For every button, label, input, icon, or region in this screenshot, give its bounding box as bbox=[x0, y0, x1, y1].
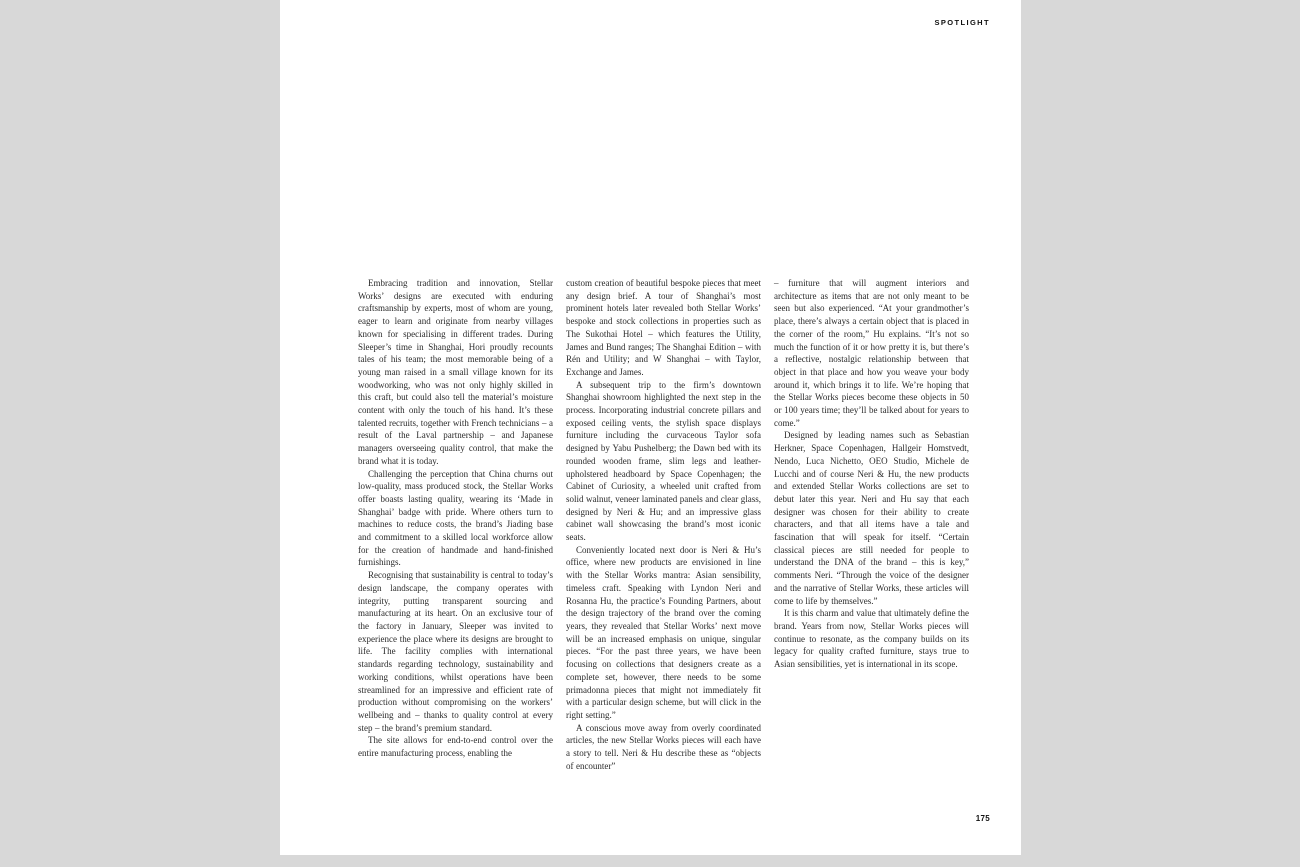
paragraph: It is this charm and value that ultimately define the brand. Years from now, Stellar Works pieces will continue to resonate, as the company builds on its legacy for quality crafted furniture, stays true to Asian sensibilities, yet is international in its scope. bbox=[774, 608, 969, 670]
text-column-1 bbox=[358, 277, 553, 772]
magazine-page bbox=[280, 0, 1021, 855]
text-column-3 bbox=[774, 277, 969, 772]
paragraph: A conscious move away from overly coordinated articles, the new Stellar Works pieces will each have a story to tell. Neri & Hu describe these as “objects of encounter” bbox=[566, 722, 761, 771]
paragraph: Embracing tradition and innovation, Stellar Works’ designs are executed with enduring craftsmanship by experts, most of whom are young, eager to learn and originate from nearby villages known for specialising in different trades. During Sleeper’s time in Shanghai, Hori proudly recounts tales of his team; the most memorable being of a young man raised in a small village known for its woodworking, who was not only highly skilled in this craft, but could also tell the material’s moisture content with only the touch of his hand. It’s these talented recruits, together with French technicians – a result of the Laval partnership – and Japanese managers overseeing quality control, that make the brand what it is today. bbox=[358, 278, 553, 466]
page-number: 175 bbox=[975, 814, 990, 823]
paragraph: Designed by leading names such as Sebastian Herkner, Space Copenhagen, Hallgeir Homstvedt, Nendo, Luca Nichetto, OEO Studio, Michele de Lucchi and of course Neri & Hu, the new products and extended Stellar Works collections are set to debut later this year. Neri and Hu say that each designer was chosen for their ability to create characters, and that all items have a tale and fascination that will speak for itself. “Certain classical pieces are still needed for people to understand the DNA of the brand – this is key,” comments Neri. “Through the voice of the designer and the narrative of Stellar Works, these articles will come to life by themselves.” bbox=[774, 430, 969, 606]
article-body bbox=[358, 277, 970, 772]
paragraph: A subsequent trip to the firm’s downtown Shanghai showroom highlighted the next step in the process. Incorporating industrial concrete pillars and exposed ceiling vents, the stylish space displays furniture including the curvaceous Taylor sofa designed by Yabu Pushelberg; the Dawn bed with its rounded wooden frame, slim legs and leather-upholstered headboard by Space Copenhagen; the Cabinet of Curiosity, a wheeled unit crafted from solid walnut, veneer laminated panels and clear glass, designed by Neri & Hu; and an impressive glass cabinet wall showcasing the brand’s most iconic seats. bbox=[566, 379, 761, 543]
section-header: SPOTLIGHT bbox=[934, 18, 990, 27]
paragraph: Challenging the perception that China churns out low-quality, mass produced stock, the Stellar Works offer boasts lasting quality, wearing its ‘Made in Shanghai’ badge with pride. Where others turn to machines to reduce costs, the brand’s Jiading base and commitment to a skilled local workforce allow for the creation of handmade and hand-finished furnishings. bbox=[358, 468, 553, 568]
text-column-2 bbox=[566, 277, 761, 772]
paragraph: Conveniently located next door is Neri & Hu’s office, where new products are envisioned in line with the Stellar Works mantra: Asian sensibility, timeless craft. Speaking with Lyndon Neri and Rosanna Hu, the practice’s Founding Partners, about the design trajectory of the brand over the coming years, they revealed that Stellar Works’ next move will be an increased emphasis on unique, singular pieces. “For the past three years, we have been focusing on collections that designers create as a complete set, however, there needs to be some primadonna pieces that might not immediately fit with a particular design scheme, but will click in the right setting.” bbox=[566, 544, 761, 720]
paragraph: Recognising that sustainability is central to today’s design landscape, the company operates with integrity, putting transparent sourcing and manufacturing at its heart. On an exclusive tour of the factory in January, Sleeper was invited to experience the place where its designs are brought to life. The facility complies with international standards regarding technology, sustainability and working conditions, whilst operations have been streamlined for an impressive and efficient rate of production without compromising on the workers’ wellbeing and – thanks to quality control at every step – the brand’s premium standard. bbox=[358, 570, 553, 733]
paragraph: The site allows for end-to-end control over the entire manufacturing process, enabling the bbox=[358, 735, 553, 759]
paragraph: custom creation of beautiful bespoke pieces that meet any design brief. A tour of Shanghai’s most prominent hotels later revealed both Stellar Works’ bespoke and stock collections in properties such as The Sukothai Hotel – which features the Utility, James and Bund ranges; The Shanghai Edition – with Rén and Utility; and W Shanghai – with Taylor, Exchange and James. bbox=[566, 278, 761, 377]
paragraph: – furniture that will augment interiors and architecture as items that are not only meant to be seen but also experienced. “At your grandmother’s place, there’s always a certain object that is placed in the corner of the room,” Hu explains. “It’s not so much the function of it or how pretty it is, but there’s a reflective, nostalgic relationship between that object in that place and how you weave your body around it, which brings it to life. We’re hoping that the Stellar Works pieces become these objects in 50 or 100 years time; they’ll be talked about for years to come.” bbox=[774, 278, 969, 428]
